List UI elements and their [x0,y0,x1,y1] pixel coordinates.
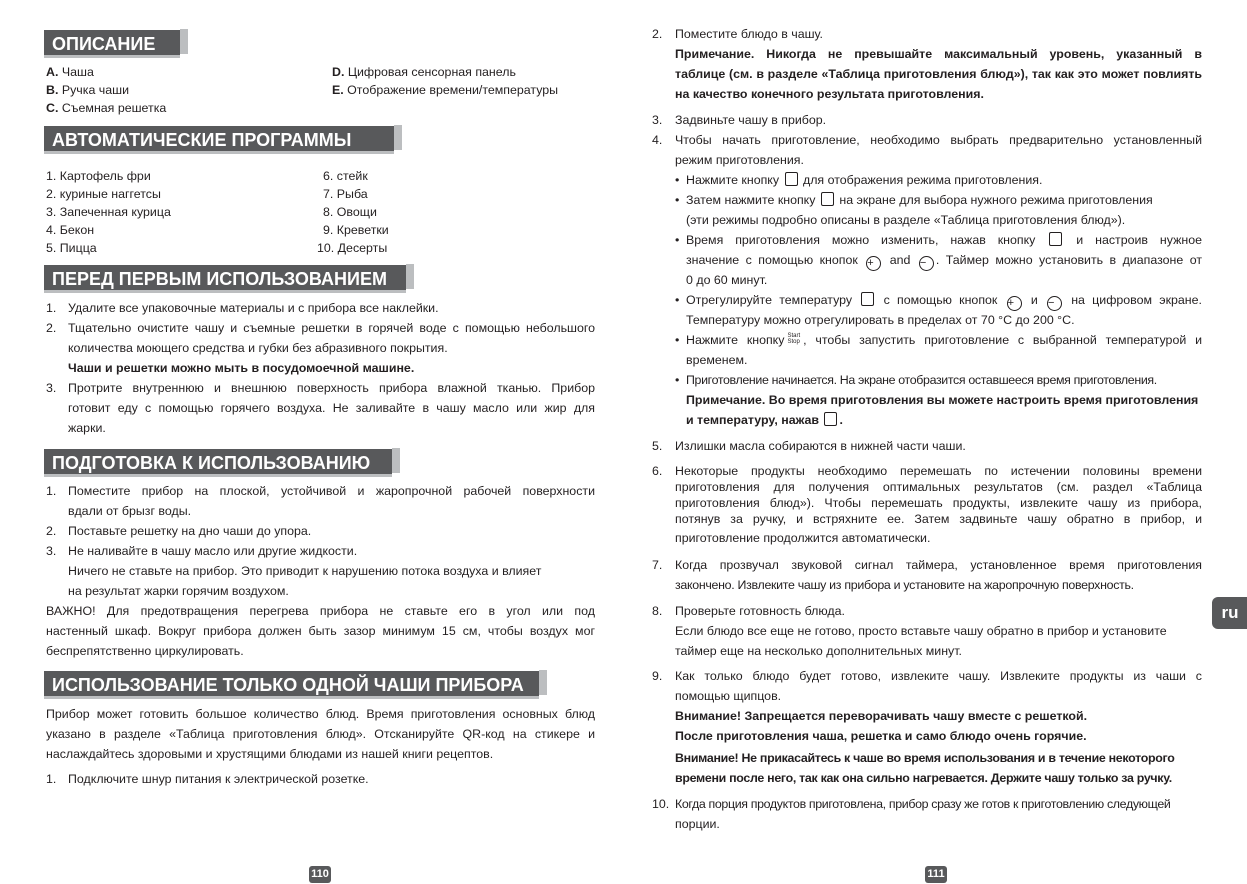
list-number: 1. [46,301,57,315]
program-item: 2. куриные наггетсы [46,187,161,201]
list-item: приготовления блюд»). Чтобы перемешать продукты, извлеките чашу из прибора, [675,496,1202,510]
list-item: помощью щипцов. [675,689,782,703]
bullet-text: (эти режимы подробно описаны в разделе «Таблица приготовления блюд»). [686,213,1126,227]
start-stop-icon: Start Stop [787,333,801,345]
list-item: Когда прозвучал звуковой сигнал таймера, установленное время приготовления [675,558,1202,572]
list-item: закончено. Извлеките чашу из прибора и установите на жаропрочную поверхность. [675,578,1134,592]
bullet-text: 0 до 60 минут. [686,273,768,287]
note-text: таблице (см. в разделе «Таблица приготовления блюд»), так как это может повлиять [675,67,1202,81]
bullet: • [675,373,680,387]
list-number: 8. [652,604,663,618]
bullet: • [675,193,680,207]
bullet-text: Нажмите кнопку Start Stop , чтобы запустить приготовление с выбранной температурой и [686,333,1203,347]
program-item: 7. Рыба [323,187,368,201]
part-b: B. Ручка чаши [46,83,129,97]
list-number: 3. [652,113,663,127]
note-text: Примечание. Никогда не превышайте максимальный уровень, указанный в [675,47,1202,61]
list-item: готовит еду с помощью горячего воздуха. Не заливайте в чашу масло или жир для [68,401,595,415]
warning-text: Внимание! Запрещается переворачивать чашу вместе с решеткой. [675,709,1088,723]
list-item: количества моющего средства и губки без абразивного покрытия. [68,341,448,355]
warning-text: беспрепятственно циркулировать. [46,644,244,658]
list-item: Не наливайте в чашу масло или другие жидкости. [68,544,358,558]
list-number: 10. [652,797,670,811]
section-header-before-first-use: ПЕРЕД ПЕРВЫМ ИСПОЛЬЗОВАНИЕМ [44,265,406,293]
warning-text: времени после него, так как она сильно нагревается. Держите чашу только за ручку. [675,771,1172,785]
list-number: 6. [652,464,663,478]
bullet: • [675,293,680,307]
list-item: Ничего не ставьте на прибор. Это приводит к нарушению потока воздуха и влияет [68,564,542,578]
section-header-programs: АВТОМАТИЧЕСКИЕ ПРОГРАММЫ [44,126,394,154]
list-number: 2. [46,524,57,538]
page-number: 110 [309,866,331,883]
plus-icon: + [1007,296,1022,311]
program-item: 1. Картофель фри [46,169,151,183]
mode-icon [821,192,834,206]
list-item: потянув за ручку, и встряхните ее. Затем задвиньте чашу обратно в прибор, и [675,512,1202,526]
list-item: Некоторые продукты необходимо перемешать по истечении половины времени [675,464,1202,478]
warning-text: Внимание! Не прикасайтесь к чаше во время использования и в течение некоторого [675,751,1175,765]
list-item: на результат жарки горячим воздухом. [68,584,289,598]
bullet: • [675,173,680,187]
list-number: 2. [46,321,57,335]
list-item: таймер еще на несколько дополнительных минут. [675,644,962,658]
program-item: 3. Запеченная курица [46,205,171,219]
bullet-text: Нажмите кнопку для отображения режима приготовления. [686,173,1043,187]
bullet-text: временем. [686,353,748,367]
list-item: Поместите прибор на плоской, устойчивой и жаропрочной рабочей поверхности [68,484,595,498]
list-number: 3. [46,381,57,395]
program-item: 5. Пицца [46,241,97,255]
program-item: 9. Креветки [323,223,389,237]
list-item: Подключите шнур питания к электрической розетке. [68,772,369,786]
program-item: 6. стейк [323,169,368,183]
section-header-description: ОПИСАНИЕ [44,30,180,58]
plus-icon: + [866,256,881,271]
warning-text: настенный шкаф. Вокруг прибора должен быть зазор минимум 15 см, чтобы воздух мог [46,624,595,638]
bullet-text: Затем нажмите кнопку на экране для выбора нужного режима приготовления [686,193,1153,207]
section-header-single-bowl: ИСПОЛЬЗОВАНИЕ ТОЛЬКО ОДНОЙ ЧАШИ ПРИБОРА [44,671,539,699]
list-item: жарки. [68,421,106,435]
bullet-text: Температуру можно отрегулировать в пределах от 70 °C до 200 °C. [686,313,1075,327]
list-item: Тщательно очистите чашу и съемные решетки в горячей воде с помощью небольшого [68,321,595,335]
list-item: Удалите все упаковочные материалы и с прибора все наклейки. [68,301,439,315]
note-text: на качество конечного результата приготовления. [675,87,984,101]
part-d: D. Цифровая сенсорная панель [332,65,516,79]
timer-icon [824,412,837,426]
program-item: 4. Бекон [46,223,95,237]
thermometer-icon [861,292,874,306]
list-item: Проверьте готовность блюда. [675,604,846,618]
minus-icon: − [1047,296,1062,311]
timer-icon [1049,232,1062,246]
list-item: приготовление продолжится автоматически. [675,531,931,545]
bullet-text: Приготовление начинается. На экране отобразится оставшееся время приготовления. [686,373,1157,387]
list-item: Как только блюдо будет готово, извлеките чашу. Извлеките продукты из чаши с [675,669,1202,683]
mode-icon [785,172,798,186]
bullet-text: Время приготовления можно изменить, нажав кнопку и настроив нужное [686,233,1203,247]
part-c: C. Съемная решетка [46,101,167,115]
language-tab: ru [1212,597,1247,629]
list-item: Чтобы начать приготовление, необходимо выбрать предварительно установленный [675,133,1202,147]
list-item: приготовления для получения оптимальных результатов (см. раздел «Таблица [675,480,1202,494]
bullet-text: Отрегулируйте температуру с помощью кнопок + и − на цифровом экране. [686,293,1202,309]
list-item: Протрите внутреннюю и внешнюю поверхность прибора влажной тканью. Прибор [68,381,595,395]
list-number: 9. [652,669,663,683]
paragraph: наслаждайтесь здоровыми и хрустящими блюдами из нашей книги рецептов. [46,747,494,761]
list-item: Когда порция продуктов приготовлена, прибор сразу же готов к приготовлению следующей [675,797,1171,811]
warning-text: ВАЖНО! Для предотвращения перегрева прибора не ставьте его в угол или под [46,604,595,618]
paragraph: указано в разделе «Таблица приготовления блюд». Отсканируйте QR-код на стикере и [46,727,595,741]
list-number: 3. [46,544,57,558]
part-a: A. Чаша [46,65,94,79]
list-number: 7. [652,558,663,572]
list-item: Излишки масла собираются в нижней части чаши. [675,439,966,453]
list-item: Если блюдо все еще не готово, просто вставьте чашу обратно в прибор и установите [675,624,1167,638]
program-item: 8. Овощи [323,205,377,219]
list-item: Поместите блюдо в чашу. [675,27,823,41]
program-item: 10. Десерты [317,241,388,255]
list-number: 2. [652,27,663,41]
list-item: режим приготовления. [675,153,804,167]
note-text: Примечание. Во время приготовления вы можете настроить время приготовления [686,393,1199,407]
bullet-text: значение с помощью кнопок + and − . Таймер можно установить в диапазоне от [686,253,1202,269]
list-item: вдали от брызг воды. [68,504,192,518]
list-number: 1. [46,484,57,498]
page-number: 111 [925,866,947,883]
list-item-note: Чаши и решетки можно мыть в посудомоечной машине. [68,361,415,375]
note-text: и температуру, нажав . [686,413,843,427]
bullet: • [675,233,680,247]
bullet: • [675,333,680,347]
minus-icon: − [919,256,934,271]
list-number: 5. [652,439,663,453]
paragraph: Прибор может готовить большое количество блюд. Время приготовления основных блюд [46,707,595,721]
list-item: Поставьте решетку на дно чаши до упора. [68,524,312,538]
part-e: E. Отображение времени/температуры [332,83,559,97]
list-item: порции. [675,817,720,831]
list-number: 4. [652,133,663,147]
warning-text: После приготовления чаша, решетка и само блюдо очень горячие. [675,729,1087,743]
list-number: 1. [46,772,57,786]
section-header-preparation: ПОДГОТОВКА К ИСПОЛЬЗОВАНИЮ [44,449,392,477]
list-item: Задвиньте чашу в прибор. [675,113,827,127]
